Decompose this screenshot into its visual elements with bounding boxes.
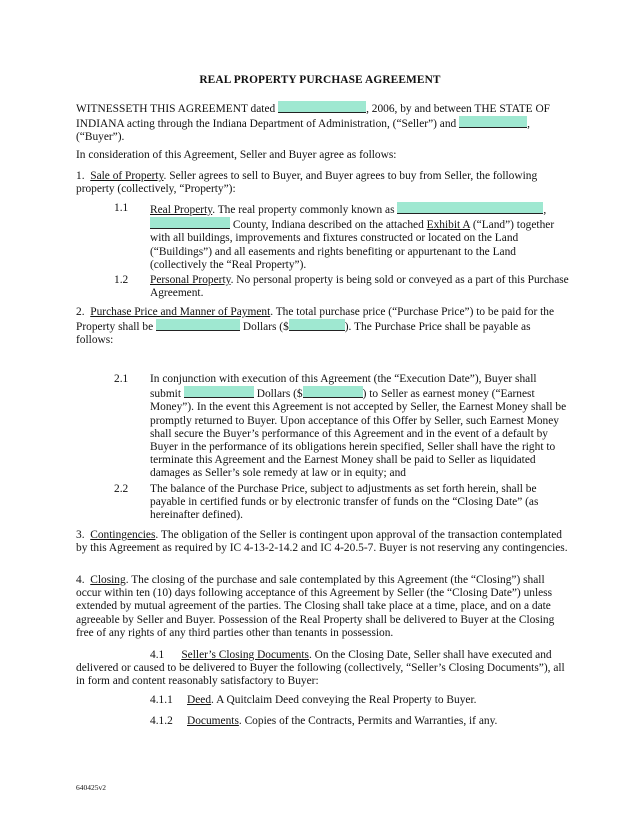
section-heading: Closing — [90, 574, 126, 586]
section-heading: Purchase Price and Manner of Payment — [90, 306, 271, 318]
subsection-heading: Real Property — [150, 204, 213, 216]
section-heading: Sale of Property — [90, 170, 164, 182]
subsection-text-3: County, Indiana described on the attached — [230, 219, 427, 232]
subsection-text: . The real property commonly known as — [212, 204, 398, 216]
subsection-number: 1.2 — [114, 274, 129, 286]
subsection-heading: Personal Property — [150, 274, 231, 286]
subsection-number: 4.1.1 — [150, 694, 173, 706]
document-footer-id: 640425v2 — [76, 783, 106, 792]
subsection-heading: Seller’s Closing Documents — [181, 649, 309, 661]
section-number: 1. — [76, 170, 85, 182]
subsection-2-1 — [150, 373, 570, 481]
purchase-price-words-field[interactable] — [156, 319, 240, 331]
section-number: 4. — [76, 574, 85, 586]
section-text: . The total purchase price (“Purchase Price”) to be paid for the Property shall be — [76, 306, 555, 334]
witness-paragraph — [76, 101, 568, 145]
subsection-2-2: The balance of the Purchase Price, subject to adjustments as set forth herein, shall be payable in certified funds or by electronic transfer of funds on the “Closing Date” (as hereinafter defined). — [150, 483, 539, 522]
section-1 — [76, 170, 568, 196]
subsection-heading: Documents — [187, 715, 239, 727]
section-text: . The closing of the purchase and sale contemplated by this Agreement (the “Closing”) shall occur within ten (10) days following acceptance of this Agreement by Seller (the “Closing Date”) unless extended by mutual agreement of the parties. The Closing shall take place at a time, place, and on a date agreeable by Seller and Buyer. Possession of the Real Property shall be delivered to Buyer at the Closing free of any rights of any third parties other than tenants in possession. — [76, 574, 555, 639]
section-text: . The obligation of the Seller is contingent upon approval of the transaction contemplated by this Agreement as required by IC 4-13-2-14.2 and IC 4-20.5-7. Buyer is not reserving any contingencies. — [76, 529, 568, 555]
subsection-number: 4.1 — [150, 649, 165, 661]
date-field[interactable] — [278, 101, 366, 113]
subsection-text-2: , — [543, 204, 547, 216]
earnest-money-words-field[interactable] — [184, 386, 254, 398]
section-text: . Seller agrees to sell to Buyer, and Buyer agrees to buy from Seller, the following property (collectively, “Property”): — [76, 170, 538, 196]
county-field[interactable] — [150, 217, 230, 229]
section-heading: Contingencies — [90, 529, 156, 541]
section-text-3: ). The Purchase Price shall be payable as follows: — [76, 321, 531, 347]
subsection-text-3: ) to Seller as earnest money (“Earnest Money”). In the event this Agreement is not accepted by Seller, the Earnest Money shall be promptly returned to Buyer. Upon acceptance of this Offer by Seller, such Earnest Money shall secure the Buyer’s performance of this Agreement and in the event of a default by Buyer in the performance of its obligations herein specified, Seller shall have the right to terminate this Agreement and the Earnest Money shall be paid to Seller as liquidated damages as Seller’s sole remedy at law or in equity; and — [150, 388, 567, 480]
section-2 — [76, 306, 568, 348]
property-address-field[interactable] — [397, 202, 543, 214]
subsection-number: 2.1 — [114, 373, 129, 385]
subsection-4-1-1 — [187, 694, 567, 707]
subsection-text-2: Dollars ($ — [253, 388, 303, 401]
subsection-text: . Copies of the Contracts, Permits and Warranties, if any. — [238, 715, 498, 727]
purchase-price-amount-field[interactable] — [289, 319, 345, 331]
section-3 — [76, 529, 568, 555]
subsection-text: In conjunction with execution of this Agreement (the “Execution Date”), Buyer shall submit — [150, 373, 537, 401]
witness-text: WITNESSETH THIS AGREEMENT dated — [76, 103, 279, 115]
section-number: 3. — [76, 529, 85, 541]
witness-text-3: , (“Buyer”). — [76, 118, 530, 144]
subsection-text: . On the Closing Date, Seller shall have executed and delivered or caused to be delivered to Buyer the following (collectively, “Seller’s Closing Documents”), all in form and content reasonably satisfactory to Buyer: — [76, 649, 565, 688]
subsection-1-2 — [150, 274, 570, 300]
exhibit-link: Exhibit A — [426, 219, 470, 232]
buyer-name-field[interactable] — [459, 116, 527, 128]
consideration-paragraph: In consideration of this Agreement, Seller and Buyer agree as follows: — [76, 149, 397, 161]
subsection-text: . No personal property is being sold or conveyed as a part of this Purchase Agreement. — [150, 274, 569, 300]
subsection-number: 1.1 — [114, 202, 129, 214]
subsection-text-4: (“Land”) together with all buildings, improvements and fixtures constructed or located on the Land (“Buildings”) and all easements and rights benefiting or appurtenant to the Land (collectively the “Real Property”). — [150, 219, 555, 271]
subsection-text: . A Quitclaim Deed conveying the Real Property to Buyer. — [211, 694, 477, 706]
subsection-heading: Deed — [187, 694, 212, 706]
earnest-money-amount-field[interactable] — [303, 386, 363, 398]
subsection-number: 2.2 — [114, 483, 129, 495]
page-title: REAL PROPERTY PURCHASE AGREEMENT — [199, 74, 441, 86]
section-text-2: Dollars ($ — [240, 321, 289, 334]
subsection-4-1-2 — [187, 715, 567, 728]
subsection-number: 4.1.2 — [150, 715, 173, 727]
section-number: 2. — [76, 306, 85, 318]
subsection-4-1 — [76, 649, 568, 689]
subsection-1-1 — [150, 202, 570, 272]
witness-text-2: , 2006, by and between THE STATE OF INDIANA acting through the Indiana Department of Administration, (“Seller”) and — [76, 103, 551, 131]
section-4 — [76, 574, 568, 640]
